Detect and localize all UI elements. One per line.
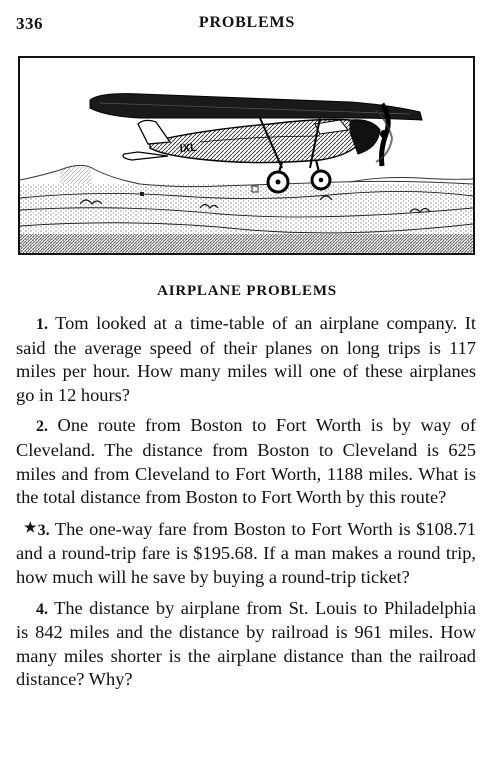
plane-marking: IXL — [179, 141, 198, 155]
problem-2 — [16, 414, 476, 509]
page-number: 336 — [16, 14, 43, 33]
problem-number: 4. — [36, 600, 48, 618]
problem-text: The distance by airplane from St. Louis to Philadelphia is 842 miles and the distance by railroad is 961 miles. How many miles shorter is the airplane distance than the railroad distance? Why? — [16, 597, 476, 690]
problem-number: 1. — [36, 316, 48, 333]
section-title: AIRPLANE PROBLEMS — [157, 283, 337, 299]
problem-3 — [16, 517, 476, 590]
problem-list — [16, 312, 476, 699]
problem-4 — [16, 597, 476, 692]
problem-number: 2. — [36, 418, 48, 436]
page-header — [16, 14, 478, 38]
star-icon: ★ — [24, 520, 38, 536]
airplane-landscape-drawing — [20, 58, 473, 253]
problem-1 — [16, 312, 476, 407]
problem-text: One route from Boston to Fort Worth is by way of Cleveland. The distance from Boston to Cleveland is 625 miles and from Cleveland to Fort Worth, 1188 miles. What is the total distance from Boston to Fort Worth by this route? — [16, 415, 476, 508]
airplane-illustration — [18, 56, 475, 255]
problem-text: Tom looked at a time-table of an airplane company. It said the average speed of their planes on long trips is 117 miles per hour. How many miles will one of these airplanes go in 12 hours? — [16, 313, 476, 405]
airplane — [90, 94, 422, 192]
countryside-ground — [20, 184, 473, 253]
running-head: PROBLEMS — [198, 14, 296, 31]
distant-hills — [20, 165, 473, 186]
problem-number: 3. — [37, 521, 50, 539]
problem-text: The one-way fare from Boston to Fort Worth is $108.71 and a round-trip fare is $195.68. If a man makes a round trip, how much will he save by buying a round-trip ticket? — [16, 518, 476, 587]
